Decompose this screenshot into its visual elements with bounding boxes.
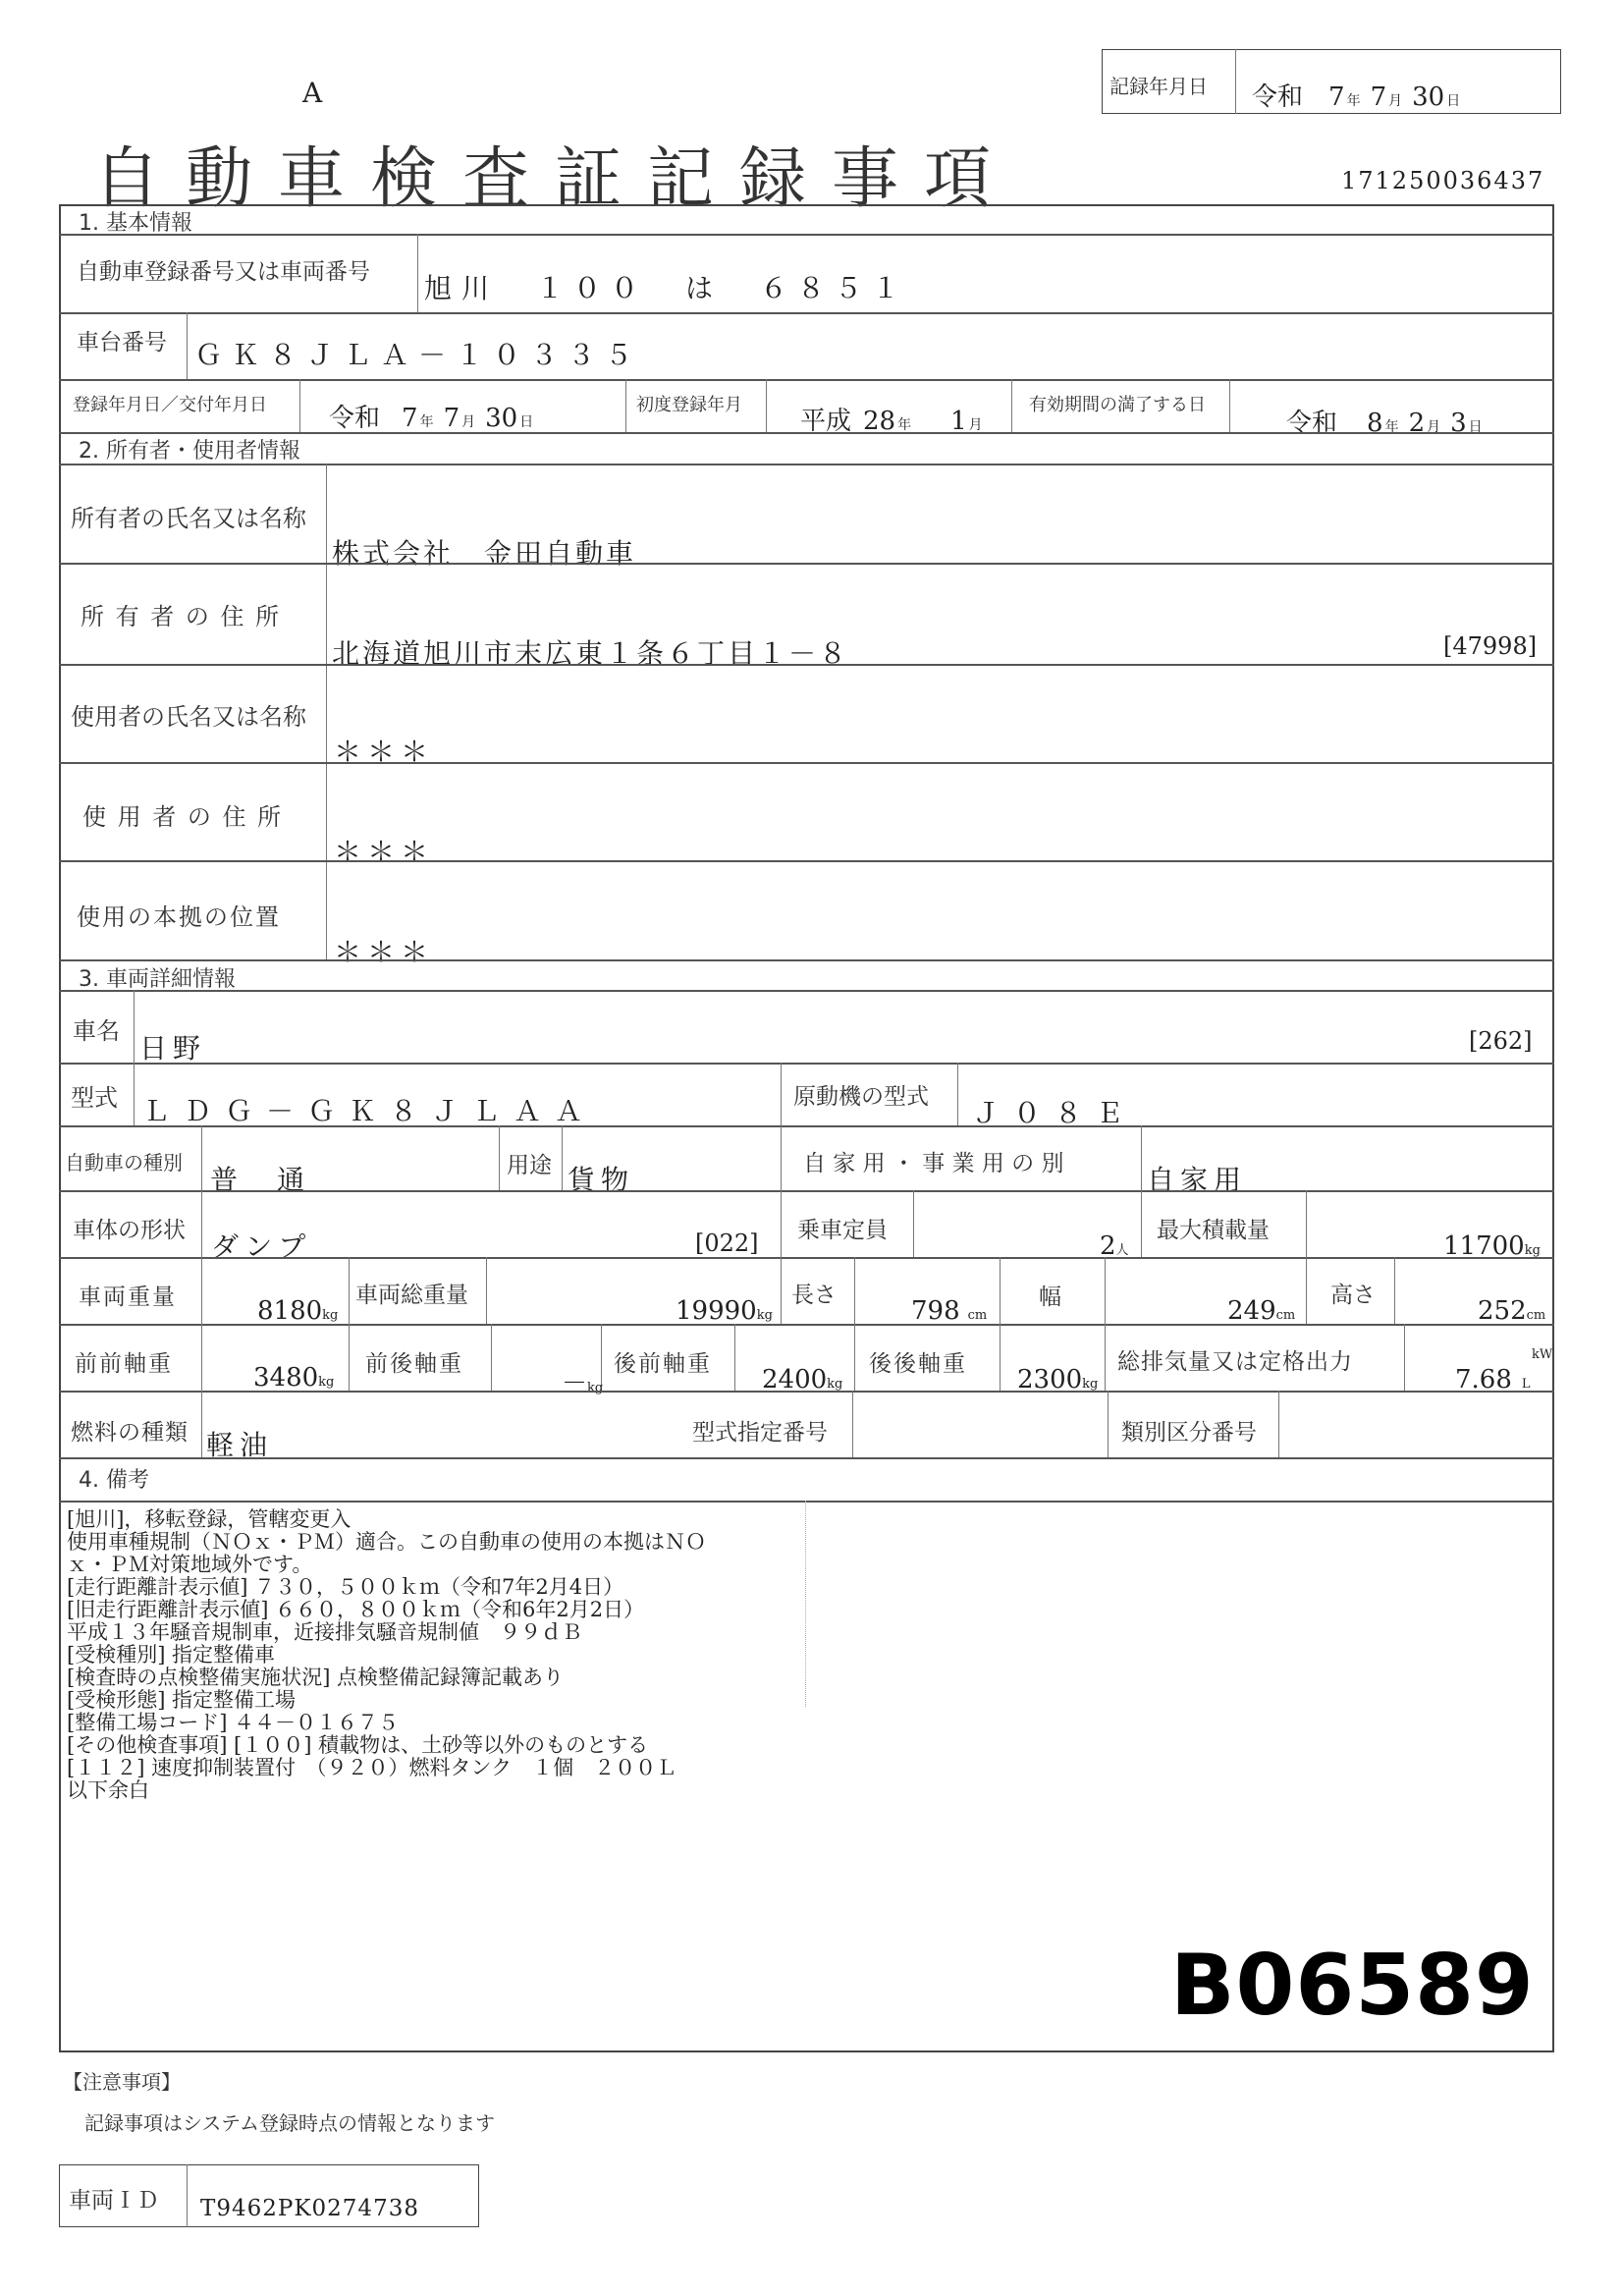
vehicle-id-value: T9462PK0274738 [200, 2196, 419, 2221]
owner-address-label: 所 有 者 の 住 所 [81, 603, 282, 630]
year-unit: 年 [1384, 419, 1399, 435]
fuel-type: 軽油 [206, 1429, 274, 1461]
expiry-day: 3 [1450, 409, 1467, 438]
reg-date-era: 令和 [329, 404, 381, 433]
type-designation-label: 型式指定番号 [692, 1420, 828, 1446]
width [1227, 1296, 1295, 1326]
width-label: 幅 [1039, 1285, 1061, 1310]
max-load-value: 11700 [1443, 1231, 1525, 1261]
section-owner-title: 2. 所有者・使用者情報 [79, 439, 300, 464]
owner-name: 株式会社 金田自動車 [332, 537, 637, 570]
ff-axle-label: 前前軸重 [75, 1351, 173, 1377]
expiry-era: 令和 [1286, 409, 1338, 438]
section-basic-title: 1. 基本情報 [79, 211, 192, 236]
remarks-list [67, 1508, 706, 1802]
length-label: 長さ [791, 1283, 837, 1308]
document-title: 自動車検査証記録事項 [93, 140, 1017, 218]
remark-line: [整備工場コード] ４４－０１６７５ [67, 1711, 400, 1734]
rr-axle-label: 後後軸重 [869, 1351, 967, 1377]
section-vehicle-title: 3. 車両詳細情報 [79, 967, 236, 992]
vehicle-name-label: 車名 [73, 1017, 120, 1045]
vehicle-kind: 普 通 [210, 1164, 311, 1196]
kg-unit: kg [1082, 1377, 1099, 1392]
vehicle-use: 貨物 [568, 1164, 635, 1196]
displacement-value: 7.68 [1455, 1365, 1512, 1394]
ff-axle [253, 1363, 334, 1393]
height-label: 高さ [1330, 1283, 1376, 1308]
record-date-month: 7 [1370, 82, 1387, 112]
rf-axle-value: 2400 [762, 1365, 828, 1394]
body-shape: ダンプ [211, 1230, 312, 1263]
chassis-number: ＧＫ８ＪＬＡ－１０３３５ [194, 339, 643, 371]
private-business: 自家用 [1147, 1164, 1248, 1196]
record-date-day: 30 [1412, 82, 1445, 112]
notes-title: 【注意事項】 [63, 2070, 181, 2094]
remark-line: 使用車種規制（ＮＯｘ・ＰＭ）適合。この自動車の使用の本拠はＮＯ [67, 1530, 706, 1554]
model: ＬＤＧ－ＧＫ８ＪＬＡＡ [142, 1095, 597, 1127]
record-date-era: 令和 [1252, 82, 1304, 112]
reg-date-label: 登録年月日／交付年月日 [73, 395, 267, 415]
vehicle-weight-label: 車両重量 [79, 1285, 177, 1310]
max-load-label: 最大積載量 [1157, 1218, 1270, 1243]
owner-address: 北海道旭川市末広東１条６丁目１－８ [332, 637, 850, 670]
reg-date [329, 398, 543, 434]
expiry-year: 8 [1367, 409, 1383, 438]
kw-unit: kW [1532, 1347, 1553, 1362]
remark-line: [走行距離計表示値] ７３０，５００ｋｍ（令和7年2月4日） [67, 1575, 624, 1599]
month-unit: 月 [968, 417, 983, 433]
remark-line: [旧走行距離計表示値] ６６０，８００ｋｍ（令和6年2月2日） [67, 1598, 645, 1621]
width-value: 249 [1227, 1296, 1276, 1326]
displacement-label: 総排気量又は定格出力 [1117, 1349, 1353, 1375]
record-date [1252, 77, 1470, 113]
length [911, 1296, 987, 1326]
year-unit: 年 [1346, 93, 1361, 109]
record-date-label: 記録年月日 [1109, 75, 1208, 98]
remark-line: [その他検査事項] [１００] 積載物は、土砂等以外のものとする [67, 1733, 649, 1757]
remark-line: [受検種別] 指定整備車 [67, 1643, 276, 1667]
first-reg-month: 1 [950, 407, 967, 436]
height-value: 252 [1478, 1296, 1527, 1326]
fr-axle-label: 前後軸重 [365, 1351, 463, 1377]
section-remarks-title: 4. 備考 [79, 1468, 149, 1493]
engine-model: Ｊ０８Ｅ [972, 1097, 1138, 1129]
remark-line: [１１２] 速度抑制装置付 （９２０）燃料タンク １個 ２００Ｌ [67, 1756, 677, 1779]
user-name-label: 使用者の氏名又は名称 [71, 703, 306, 731]
cm-unit: cm [1275, 1308, 1296, 1323]
day-unit: 日 [1468, 419, 1483, 435]
ff-axle-value: 3480 [253, 1363, 319, 1393]
month-unit: 月 [1427, 419, 1441, 435]
user-name: ＊＊＊ [334, 736, 435, 768]
record-date-year: 7 [1328, 82, 1345, 112]
capacity-label: 乗車定員 [797, 1218, 888, 1243]
stock-number-stamp: B06589 [1170, 1937, 1535, 2035]
month-unit: 月 [461, 414, 476, 430]
remark-line: [検査時の点検整備実施状況] 点検整備記録簿記載あり [67, 1666, 565, 1689]
rr-axle-value: 2300 [1017, 1365, 1083, 1394]
reg-number: 旭川 １００ は ６８５１ [424, 272, 910, 304]
expiry-month: 2 [1408, 409, 1426, 438]
length-value: 798 [911, 1296, 960, 1326]
rf-axle-label: 後前軸重 [614, 1351, 712, 1377]
form-mark: A [302, 77, 323, 109]
expiry-label: 有効期間の満了する日 [1029, 395, 1206, 415]
day-unit: 日 [1446, 93, 1461, 109]
vehicle-id-label: 車両ＩＤ [69, 2188, 159, 2214]
vehicle-name-code: [262] [1469, 1027, 1533, 1055]
gross-weight-label: 車両総重量 [355, 1283, 468, 1308]
day-unit: 日 [519, 414, 534, 430]
remark-line: [受検形態] 指定整備工場 [67, 1688, 297, 1712]
kg-unit: kg [587, 1381, 604, 1395]
gross-weight-value: 19990 [676, 1296, 757, 1326]
kind-label: 自動車の種別 [65, 1151, 183, 1175]
year-unit: 年 [419, 414, 434, 430]
owner-name-label: 所有者の氏名又は名称 [71, 505, 306, 532]
user-address-label: 使 用 者 の 住 所 [82, 803, 284, 831]
owner-address-code: [47998] [1443, 632, 1538, 660]
body-label: 車体の形状 [73, 1218, 186, 1243]
first-reg-era: 平成 [800, 407, 852, 436]
reg-date-month: 7 [443, 404, 460, 433]
reg-date-day: 30 [485, 404, 518, 433]
fr-axle-value: － [562, 1369, 588, 1398]
base-location: ＊＊＊ [334, 936, 435, 968]
gross-weight [676, 1296, 773, 1326]
cm-unit: cm [967, 1308, 988, 1323]
fuel-label: 燃料の種類 [71, 1420, 189, 1446]
liter-unit: L [1521, 1377, 1531, 1392]
engine-label: 原動機の型式 [793, 1084, 929, 1110]
vehicle-name: 日野 [139, 1032, 207, 1065]
fr-axle [562, 1363, 603, 1399]
capacity-unit: 人 [1115, 1243, 1129, 1258]
vehicle-weight-value: 8180 [257, 1296, 323, 1326]
category-label: 類別区分番号 [1121, 1420, 1257, 1446]
remark-line: 以下余白 [67, 1778, 149, 1802]
kg-unit: kg [827, 1377, 843, 1392]
use-label: 用途 [507, 1153, 552, 1178]
remark-line: [旭川]，移転登録，管轄変更入 [67, 1507, 352, 1531]
base-location-label: 使用の本拠の位置 [77, 903, 281, 931]
remark-line: 平成１３年騒音規制車，近接排気騒音規制値 ９９ｄＢ [67, 1620, 582, 1644]
first-reg-label: 初度登録年月 [636, 395, 742, 415]
height [1478, 1296, 1545, 1326]
kg-unit: kg [318, 1375, 335, 1390]
first-reg-year: 28 [863, 407, 896, 436]
document-number: 171250036437 [1341, 167, 1545, 194]
vehicle-weight [257, 1296, 338, 1326]
chassis-label: 車台番号 [77, 330, 167, 355]
kg-unit: kg [1524, 1243, 1541, 1258]
private-business-label: 自 家 用 ・ 事 業 用 の 別 [803, 1151, 1064, 1176]
kg-unit: kg [322, 1308, 339, 1323]
year-unit: 年 [897, 417, 912, 433]
kg-unit: kg [756, 1308, 773, 1323]
capacity-value: 2 [1100, 1231, 1116, 1261]
notes-text: 記録事項はシステム登録時点の情報となります [84, 2111, 495, 2135]
reg-date-year: 7 [402, 404, 418, 433]
reg-number-label: 自動車登録番号又は車両番号 [77, 259, 370, 285]
month-unit: 月 [1388, 93, 1403, 109]
body-code: [022] [695, 1230, 759, 1257]
cm-unit: cm [1526, 1308, 1546, 1323]
user-address: ＊＊＊ [334, 836, 435, 868]
remark-line: ｘ・ＰＭ対策地域外です。 [67, 1553, 313, 1576]
model-label: 型式 [71, 1084, 118, 1112]
